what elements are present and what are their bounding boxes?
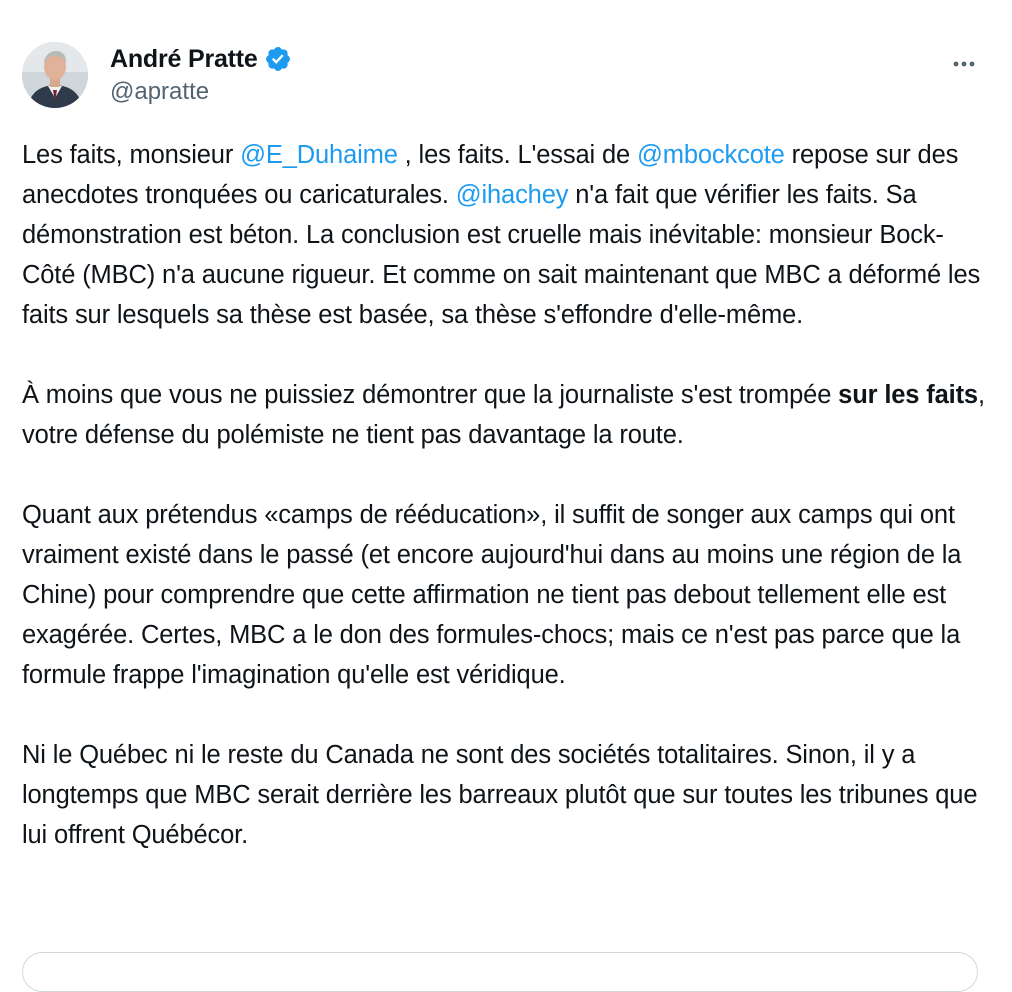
display-name-row: [110, 42, 292, 76]
avatar[interactable]: [22, 42, 88, 108]
tweet-paragraph-4: Ni le Québec ni le reste du Canada ne sont des sociétés totalitaires. Sinon, il y a longtemps que MBC serait derrière les barreaux plutôt que sur toutes les tribunes que lui offrent Québécor.: [22, 741, 978, 849]
mention-link-ihachey[interactable]: @ihachey: [455, 181, 569, 209]
text-segment: Les faits, monsieur: [22, 141, 241, 169]
author-handle[interactable]: @apratte: [110, 78, 210, 105]
text-segment: À moins que vous ne puissiez démontrer que la journaliste s'est trompée: [22, 381, 839, 409]
bold-text: sur les faits: [838, 381, 978, 409]
text-segment: repose sur des anecdotes tronquées ou caricaturales.: [22, 141, 959, 209]
text-segment: , votre défense du polémiste ne tient pas davantage la route.: [22, 381, 985, 449]
author-display-name[interactable]: André Pratte: [110, 44, 258, 73]
more-options-icon[interactable]: [946, 52, 982, 76]
text-segment: , les faits. L'essai de: [397, 141, 637, 169]
author-names: [110, 42, 292, 106]
tweet-paragraph-1: [22, 135, 990, 335]
mention-link-mbockcote[interactable]: @mbockcote: [637, 141, 785, 169]
text-segment: n'a fait que vérifier les faits. Sa démonstration est béton. La conclusion est cruelle mais inévitable: monsieur Bock-Côté (MBC) n'a aucune rigueur. Et comme on sait maintenant que MBC a déformé les faits sur lesquels sa thèse est basée, sa thèse s'effondre d'elle-même.: [22, 181, 981, 329]
tweet-header: [22, 42, 990, 112]
verified-badge-icon[interactable]: [264, 45, 292, 73]
avatar-photo: [22, 42, 88, 108]
embedded-card-edge[interactable]: [22, 952, 978, 992]
tweet-paragraph-2: [22, 375, 990, 455]
mention-link-e-duhaime[interactable]: @E_Duhaime: [240, 141, 398, 169]
tweet-paragraph-3: Quant aux prétendus «camps de rééducation», il suffit de songer aux camps qui ont vraiment existé dans le passé (et encore aujourd'hui dans au moins une région de la Chine) pour comprendre que cette affirmation ne tient pas debout tellement elle est exagérée. Certes, MBC a le don des formules-chocs; mais ce n'est pas parce que la formule frappe l'imagination qu'elle est véridique.: [22, 501, 962, 689]
tweet-text: [22, 135, 990, 855]
